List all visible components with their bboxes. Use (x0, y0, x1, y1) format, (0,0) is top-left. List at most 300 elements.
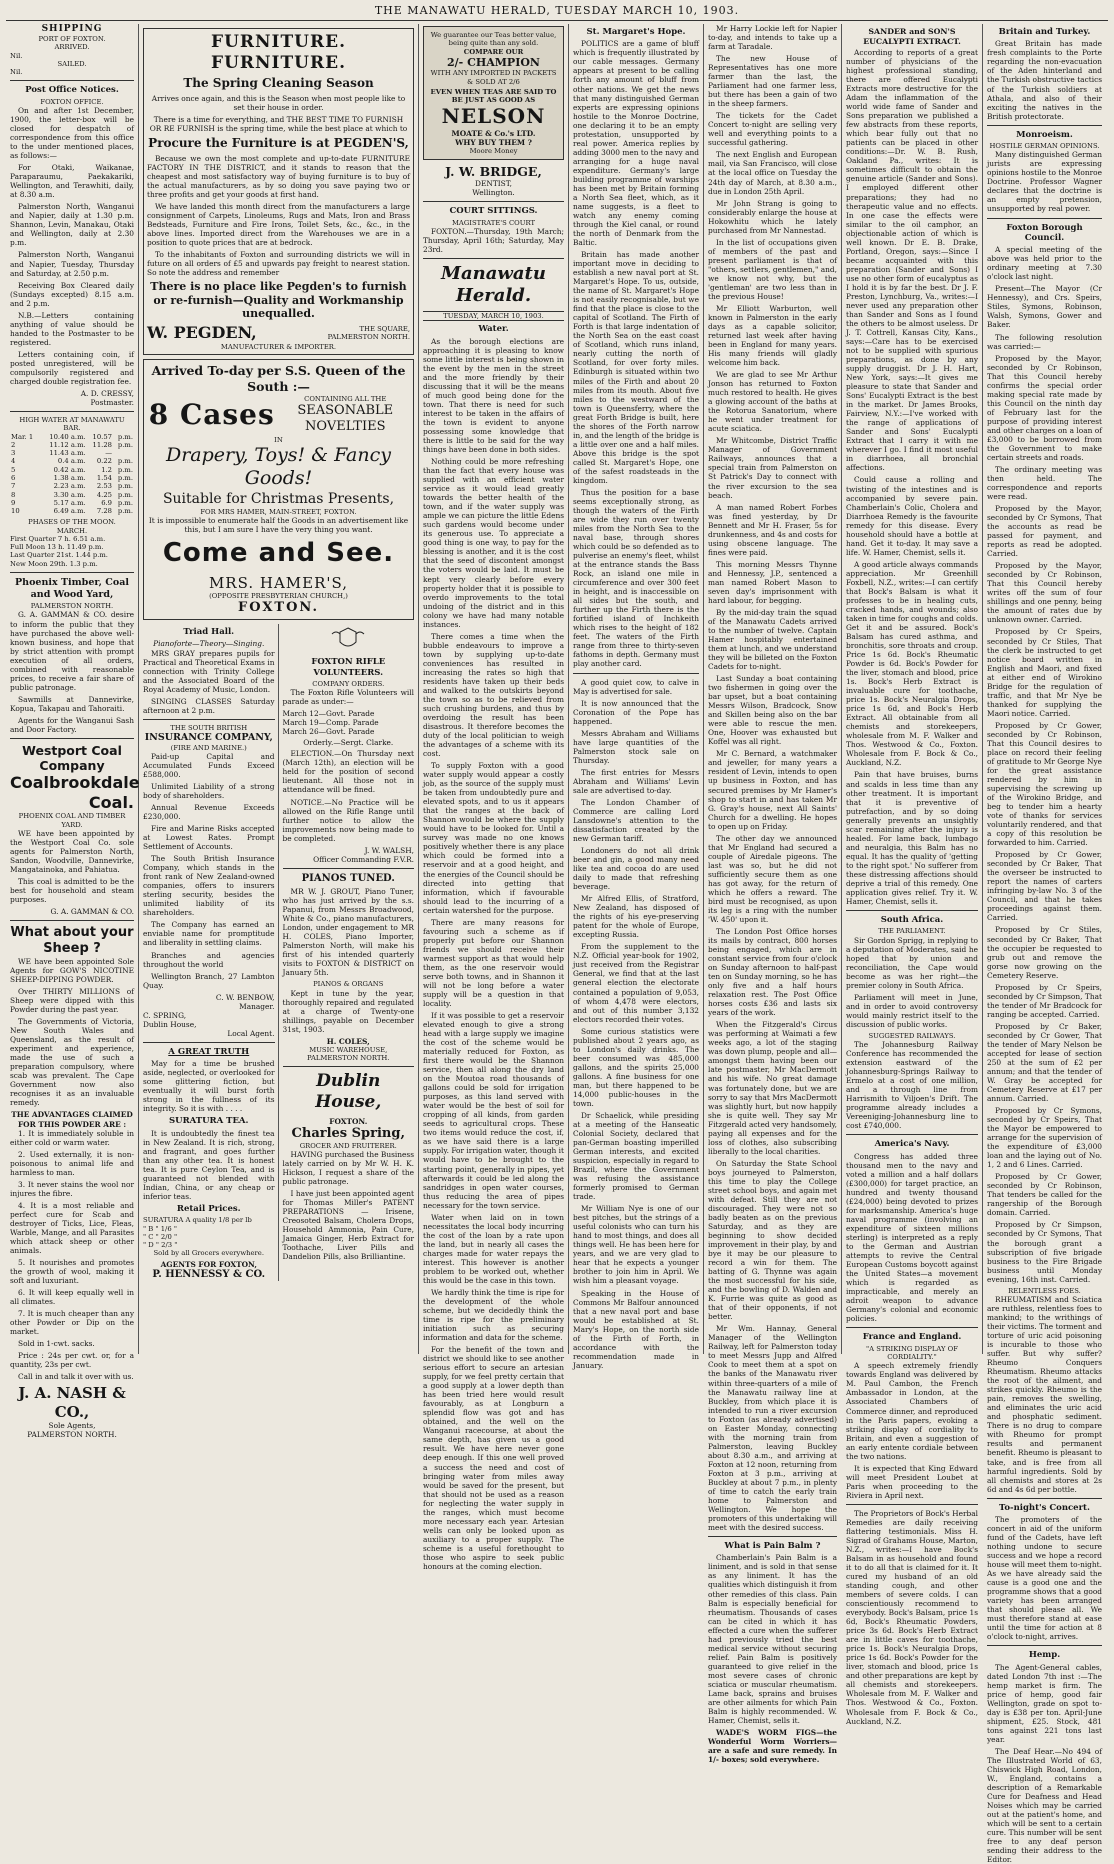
paragraph: Speaking in the House of Commons Mr Balfour announced that a new naval port and base would be established at St. Mary's Hope, on the north side of the Firth of Forth, in accordance with the recommendation made in January. (573, 1288, 699, 1370)
tea-name: NELSON (441, 104, 546, 129)
tide-cell (113, 449, 134, 457)
tide-cell: 6.49 a.m. (53, 507, 86, 516)
westport-title-3: Coal. (88, 792, 134, 812)
tide-cell: 6.9 (101, 498, 112, 507)
furniture-p1: Arrives once again, and this is the Season when most people like to set their house in order. (151, 94, 406, 113)
local-news (708, 24, 837, 1532)
bridge-name: J. W. BRIDGE, (445, 164, 542, 180)
rifles-date: March 26—Govt. Parade (282, 727, 375, 737)
paragraph: 2. Used externally, it is non-poisonous to animal life and harmless to man. (10, 1149, 134, 1177)
rifles-p2: ELECTION.—On Thursday next (March 12th), an election will be held for the position of second lieutenant. All those not in attendance will be fined. (282, 749, 414, 795)
rifles-sub: COMPANY ORDERS. (312, 679, 385, 688)
divider (143, 1042, 275, 1043)
divider (987, 218, 1102, 219)
divider (10, 920, 134, 921)
divider (10, 572, 134, 573)
nash-town: PALMERSTON NORTH. (27, 1429, 117, 1439)
hamer-cases-text (281, 395, 411, 435)
insurance-sig-2-addr: Dublin House, (143, 1019, 197, 1029)
truth-p1: May for a time be brushed aside, neglected, or overlooked for some glittering fiction, but eventually it will burst forth strong in the fullness of its integrity. So it is with . . . . (143, 1059, 275, 1114)
westport-title-2: Coalbrookdale (10, 773, 140, 793)
paragraph: Londoners do not all drink beer and gin, a good many need like tea and cocoa do are used daily to made that refreshing beverage. (573, 846, 699, 892)
pegden-role: MANUFACTURER & IMPORTER. (220, 342, 337, 351)
pianos-sub: PIANOS & ORGANS (313, 980, 384, 989)
paragraph: Dr Schaelick, while presiding at a meeting of the Hanseatic Colonial Society, declared that pan-German boasting imperilled German interests, and excited suspicion, especially in regard to Brazil, where the Government was refusing the assistance formerly promised to German trade. (573, 1110, 699, 1202)
hamer-l1: Arrived To-day per S.S. Queen of the South :— (151, 363, 406, 394)
paragraph: Water when laid on in town necessitates the local body incurring the cost of the loan by a rate upon the land, but in nearly all cases the charges made for water repays the interest. This however is another problem to be worked out, whether this would be the case in this town. (423, 1212, 564, 1285)
paragraph: We are glad to see Mr Arthur Jonson has returned to Foxton much restored to health. He gives a glowing account of the baths at the Rotorua Sanatorium, where he went under treatment for acute sciatica. (708, 370, 837, 434)
hamer-l3: SEASONABLE NOVELTIES (297, 403, 394, 434)
tea-l2: COMPARE OUR (463, 47, 524, 56)
paragraph: There are many reasons for favouring such a scheme as if properly put before our Shannon friends we should receive their warmest support as that would help them, as the one reservoir would serve both towns, and in Shannon it will not be long before a water supply will be a question in that locality. (423, 917, 564, 1008)
triad-p1: MRS GRAY prepares pupils for Practical and Theoretical Exams in connection with Trinity College and the Associated Board of the Royal Academy of Music, London. (143, 648, 275, 694)
paragraph: Britain has made another important move in deciding to establish a new naval port at St. Margaret's Hope. To us, outside, the name of St. Margaret's Hope is not easily recognisable, but we find that the place is close to the capital of Scotland. The Firth of Forth is that large indentation of the North Sea on the east coast of Scotland, which runs inland, nearly cutting the north of Scotland, for over forty miles. Edinburgh is situated within two miles of the Firth and about 20 miles from its mouth. About five miles to the westward of the town is Queensferry, where the great Forth Bridge is built, here the shores of the Forth narrow in, and the length of the bridge is a little over one and a half miles. Above this bridge is the spot called St. Margaret's Hope, one of the safest roadsteads in the kingdom. (573, 250, 699, 485)
hamer-cases: 8 Cases (148, 397, 275, 431)
tea-money: Moore Money (469, 146, 518, 155)
insurance-sig-1: C. W. BENBOW, (215, 992, 275, 1002)
paragraph: On Saturday the State School boys journeyed to Palmerston, this time to play the College street school boys, and again met with defeat. Still they are not discouraged. They were not so badly beaten as on the previous Saturday, and as they are beginning to show decided improvement in their play, by and bye it may be our pleasure to record a win for them. The batting of G. Thynne was again the most successful for his side, and the bowling of D. Walden and K. Furrie was quite as good as that of their opponents, if not better. (708, 1158, 837, 1322)
rifles-date: March 19—Comp. Parade (282, 718, 379, 728)
furniture-title: FURNITURE. FURNITURE. (211, 32, 346, 73)
paragraph: Could cause a rolling and twisting of the intestines and is accompanied by severe pain. Chamberlain's Colic, Cholera and Diarrhoea Remedy is the favourite remedy for this disease. Every household should have a bottle at hand. Get it to-day. It may save a life. W. Hamer, Chemist, sells it. (846, 475, 978, 557)
moon-title: PHASES OF THE MOON. (28, 518, 116, 527)
furniture-procure: Procure the Furniture is at PEGDEN'S, (148, 136, 409, 151)
monroeism-text: Many distinguished German jurists are expressing opinions hostile to the Monroe Doctrine. Professor Wagner declares that the doctrine is an empty pretension, unsupported by real power. (987, 150, 1102, 214)
insurance-p1: Paid-up Capital and Accumulated Funds Exceed £588,000. (143, 751, 275, 779)
paragraph: Proposed by Cr Stiles, seconded by Cr Baker, That the occupier be requested to grub out and remove the gorse now growing on the Cemetery Reserve. (987, 925, 1102, 980)
paragraph: Mr Elliott Warburton, well known in Palmerston in the early days as a capable solicitor, returned last week after having been in England for many years. His many friends will gladly welcome him back. (708, 303, 837, 368)
paragraph: A good quiet cow, to calve in May is advertised for sale. (573, 677, 699, 696)
paragraph: By the mid-day train the squad of the Manawatu Cadets arrived to the number of twelve. Captain Hamer hospitably entertained them at lunch, and we understand they will be billeted on the Foxton Cadets for to-night. (708, 607, 837, 672)
bridge-role: DENTIST, (475, 179, 512, 189)
tide-cell: Mar. 1 (11, 432, 34, 441)
nash-role: Sole Agents, (48, 1420, 96, 1430)
rifles-orderly: Orderly.—Sergt. Clarke. (303, 738, 394, 748)
borough-council-report (987, 245, 1102, 1283)
masthead: THE MANAWATU HERALD, TUESDAY MARCH 10, 1903. (6, 4, 1108, 21)
tide-cell: 11.43 a.m. (49, 449, 86, 458)
nelson-tea-ad (423, 26, 564, 160)
tide-cell: 7 (11, 482, 16, 491)
tea-left: EVEN WHEN TEAS ARE SAID TO BE JUST AS GOOD AS (430, 87, 557, 105)
tide-cell: 3.30 a.m. (53, 490, 86, 499)
tide-cell: 11.28 (92, 440, 112, 449)
paragraph: From the supplement to the N.Z. Official year-book for 1902, just received from the Registrar General, we find that at the last general election the electorate contained a population of 9,053, of whom 4,478 were electors, and out of this number 3,132 electors recorded their votes. (573, 942, 699, 1024)
truth-p3: Sold by all Grocers everywhere. (153, 1249, 264, 1258)
price-row: SURATURA A quality 1/8 per lb (143, 1216, 252, 1225)
rifles-sig: J. W. WALSH, (364, 845, 414, 855)
price-row: " D " 2/3 " (143, 1241, 178, 1250)
tide-cell: 9 (11, 498, 16, 507)
paragraph: In the list of occupations given of members of the past and present parliament is that of "others, settlers, gentlemen," and, we know not why, but the 'gentleman' are two less than in the previous House! (708, 237, 837, 301)
tea-firm: MOATE & Co.'s LTD. (451, 128, 536, 138)
paragraph: Proposed by the Mayor, seconded by Cr Robinson, That this Council hereby confirms the special order making special rate made by this Council on the ninth day of February last for the purpose of providing interest and other charges on a loan of £3,000 to be borrowed from the Government to make certain streets and roads. (987, 353, 1102, 462)
divider (423, 201, 564, 202)
borough-council-title: Foxton Borough Council. (1006, 222, 1083, 243)
sheep-title: What about your Sheep ? (10, 925, 134, 957)
paragraph: To supply Foxton with a good water supply would appear a costly job, as the source of the supply must be taken from undoubtedly pure and elevated spots, and to us it appears that the ranges at the back of Shannon would be where the supply would have to be looked for. Until a survey was made no one knows positively whether there is any place which could be formed into a reservoir and at a good height, and the energies of the Council should be directed into getting that information, which if favourable should lead to the incurring of a certain watershed for the purpose. (423, 761, 564, 915)
paragraph: Present—The Mayor (Cr Hennessy), and Crs. Speirs, Stiles, Symons, Robinson, Walsh, Symons, Gower and Baker. (987, 284, 1102, 330)
paragraph: Proposed by Cr Symons, seconded by Cr Speirs, That the Mayor be empowered to arrange for the supervision of the expenditure of £3,000 loan and the laying out of No. 1, 2 and 6 Lines. Carried. (987, 1106, 1102, 1170)
paragraph: A special meeting of the above was held prior to the ordinary meeting at 7.30 o'clock last night. (987, 245, 1102, 282)
col2-right (283, 624, 415, 1281)
dublin-title: Dublin House, (315, 1071, 382, 1112)
post-p2: For Otaki, Waikanae, Paraparaumu, Paekakariki, Wellington, and Terawhiti, daily, at 8.30 a.m. (10, 163, 134, 200)
tide-cell: — (105, 449, 112, 458)
tide-row (10, 433, 134, 441)
col2-split (143, 624, 414, 1281)
paragraph: Mr C. Bernard, a watchmaker and jeweller, for many years a resident of Levin, intends to open up business in Foxton, and has secured premises by Mr Hamer's shop to start in and has taken Mr G. Gray's house, next All Saints' Church for a dwelling. He hopes to open up on Friday. (708, 749, 837, 831)
france-england-sub: "A STRIKING DISPLAY OF CORDIALITY." (866, 1344, 958, 1362)
retail-title: Retail Prices. (176, 1203, 241, 1214)
sheep-adv-title: THE ADVANTAGES CLAIMED FOR THIS POWDER ARE : (11, 1110, 133, 1129)
monroeism-sub: HOSTILE GERMAN OPINIONS. (989, 142, 1100, 150)
herald-title: Manawatu Herald. (441, 263, 546, 307)
post-sub: FOXTON OFFICE. (40, 97, 104, 106)
phoenix-p3: Agents for the Wanganui Sash and Door Factory. (10, 715, 134, 734)
column-5 (704, 24, 842, 1765)
paragraph: According to reports of a great number of physicians of the highest professional standing, there are offered Eucalypti Extracts more destructive for the Adam the inflammation of the world wide fame of Sander and Sons preparation we published a few abstracts from these reports, which bear fully out that no patients can be placed in other conditions:—Dr. W. B. Rush, Oakland Pa., writes: It is sometimes difficult to obtain the genuine article (Sander and Sons). I employed different other preparations; they had no therapeutic value and no effects. In one case the effects were similar to the oil camphor, an objectionable action of which is well known. Dr E. B. Drake, Portland, Oregon, says:—Since I became acquainted with this preparation (Sander and Sons) I use no other form of eucalyptus as I hold it is by far the best. Dr J. F. Preston, Lynchburg, Va., writes:—I never used any preparation other than Sander and Sons as I found the others to be almost useless. Dr J. T. Cottrell, Kansas City, Kans., says:—Care has to be exercised not to be supplied with spurious preparations, as done by any supply druggist. Dr J. H. Hart, New York, says:—It gives me pleasure to state that Sander and Sons' Eucalypti Extract is the best in the market. Dr James Brooks, Fairview, N.Y.:—I've worked with the range of applications of Sander and Sons' Eucalypti Extract that I carry it with me wherever I go. I find it most useful in diarrhoea, all bronchial affections. (846, 48, 978, 473)
navy-title: America's Navy. (874, 1139, 950, 1150)
sa-p3: The Johannesburg Railway Conference has recommended the extension eastward of the Johannesburg-Springs Railway to Ermelo at a cost of one million, and a through line from Harrismith to Viljoen's Drift. The programme already includes a Vereeniging-Johannesburg line to cost £740,000. (846, 1040, 978, 1131)
tide-cell: 2.23 a.m. (53, 482, 86, 491)
paragraph: Mr William Nye is one of our best pitches, but the strings of a useful colonists who can turn his hand to most things, and does all things well. He has been here for years, and we are very glad to hear that he expects a younger brother to join him in April. We wish him a pleasant voyage. (573, 1204, 699, 1286)
triad-sub: Pianoforte—Theory—Singing. (153, 639, 265, 649)
tide-cell: p.m. (117, 498, 133, 507)
tide-row (10, 507, 134, 515)
shipping-arrived: ARRIVED. (54, 43, 90, 52)
pain-balm-text: Chamberlain's Pain Balm is a liniment, and is sold in that sense as any liniment. It has the qualities which distinguish it from other remedies of this class. Pain Balm is especially beneficial for rheumatism. Thousands of cases can be cited in which it has effected a cure when the sufferer had previously tried the best medical service without securing relief. Pain Balm is positively guaranteed to give relief in the most severe cases of chronic sciatica or muscular rheumatism. Lame back, sprains and bruises are other ailments for which Pain Balm is highly recommended. W. Hamer, Chemist, sells it. (708, 1553, 837, 1725)
hamer-name: MRS. HAMER'S, (208, 573, 349, 592)
insurance-title-2: INSURANCE COMPANY, (144, 732, 273, 744)
france-england-title: France and England. (862, 1332, 962, 1343)
hamer-ad (143, 359, 414, 620)
tide-cell: 11.12 a.m. (49, 440, 86, 449)
phoenix-p1: G. A. GAMMAN & CO. desire to inform the public that they have purchased the above well-known business, and hope that by strict attention with prompt execution of all orders, combined with reasonable prices, to receive a fair share of public patronage. (10, 610, 134, 692)
rifles-sig-role: Officer Commanding F.V.R. (313, 854, 414, 864)
shipping-title: SHIPPING (41, 24, 103, 34)
pianos-sig-2: MUSIC WAREHOUSE, (309, 1045, 388, 1054)
tides-title: HIGH WATER AT MANAWATU BAR. (19, 415, 125, 433)
herald-date: TUESDAY, MARCH 10, 1903. (423, 311, 564, 321)
moon-phase: Last Quarter 21st. 1.44 p.m. (10, 551, 108, 560)
post-title: Post Office Notices. (25, 85, 119, 96)
france-england-p1: A speech extremely friendly towards England was delivered by M. Paul Cambon, the French Ambassador in London, at the Associated Chambers of Commerce dinner, and reproduced in the Paris papers, evoking a striking display of cordiality to Britain, and even a suggestion of an early entente cordiale between the two nations. (846, 1361, 978, 1461)
divider (846, 1504, 978, 1505)
column-1 (6, 24, 140, 1439)
sheep-p3: The Governments of Victoria, New South Wales and Queensland, as the result of experiment and experience, made the use of such a preparation compulsory, where scab was prevalent. The Cape Government now also recognises it as an invaluable remedy. (10, 1017, 134, 1108)
sheep-p2: Over THIRTY MILLIONS of Sheep were dipped with this Powder during the past year. (10, 987, 134, 1015)
paragraph: Pain that have bruises, burns and scalds in less time than any other treatment. It is important that it is preventive of putrefaction, and by so doing generally prevents an unsightly scar remaining after the injury is healed. For lame back, lumbago and neuralgia, this Balm has no equal. It has the quality of 'getting to the right spot.' No sufferer from these distressing affections should deprive a trial of this remedy. One application gives relief. Try it. W. Hamer, Chemist, sells it. (846, 770, 978, 906)
tide-cell: 10.40 a.m. (49, 432, 86, 441)
hamer-opp: (OPPOSITE PRESBYTERIAN CHURCH,) (209, 591, 348, 600)
paragraph: This morning Messrs Thynne and Hennessy, J.P., sentenced a man named Robert Mason to seven day's imprisonment with hard labour, for begging. (708, 559, 837, 605)
sheep-p6: Call in and talk it over with us. (18, 1372, 134, 1382)
tea-l3: 2/- CHAMPION (447, 55, 540, 69)
col2-left (143, 624, 279, 1281)
furniture-p4: We have landed this month direct from the manufacturers a large consignment of Carpets, Linoleums, Rugs and Mats, Iron and Brass Bedsteads, Furniture and Fire Irons, Toilet Sets, &c., &c., in the above lines. Imported direct from the Warehouses we are in a position to quote prices that are at bedrock. (147, 202, 410, 248)
furniture-ad (143, 28, 414, 355)
triad-title: Triad Hall. (183, 627, 235, 638)
divider (987, 1645, 1102, 1646)
tide-row (10, 491, 134, 499)
paragraph: Nothing could be more refreshing than the fact that every house was supplied with an efficient water service as it would lead greatly towards the better health of the town, and if the water supply was ample we can picture the little Edens such gardens would become under its generous use. To appreciate a good thing is one way, to pay for the blessing is another, and it is the cost that the seed of discontent amongst the voters would be laid. It must be kept very clearly before every property holder that it is possible to overdo improvements to the total undoing of the district and in this colony we have had many notable instances. (423, 457, 564, 629)
rheumatism-text: RHEUMATISM and Sciatica are ruthless, relentless foes to mankind; to the writhings of their victims. The torment and torture of uric acid poisoning is incurable to those who suffer. But why suffer? Rheumo Conquers Rheumatism. Rheumo attacks the root of the ailment, and strikes quickly. Rheumo is the pain, removes the swelling, and eliminates the uric acid and phosphatic sediment. There is no drug to compare with Rheumo for prompt results and permanent benefit. Rheumo is pleasant to take, and is free from all harmful ingredients. Sold by all chemists and stores at 2s 6d and 4s 6d per bottle. (987, 1294, 1102, 1494)
post-p3: Palmerston North, Wanganui and Napier, daily at 1.30 p.m. Shannon, Levin, Manakau, Otaki and Wellington, daily at 2.30 p.m. (10, 202, 134, 248)
insurance-sig-2: C. SPRING, (143, 1010, 187, 1020)
tide-cell: p.m. (117, 490, 133, 499)
westport-p2: This coal is admitted to be the best for household and steam purposes. (10, 877, 134, 905)
tea-l1: We guarantee our Teas better value, being quite than any sold. (430, 31, 557, 48)
paragraph: Messrs Abraham and Williams have large quantities of the Palmerston stock sale on Thursday. (573, 728, 699, 765)
moon-phase: First Quarter 7 h. 6.51 a.m. (10, 534, 106, 543)
bridge-town: Wellington. (472, 188, 515, 198)
shipping-nil-2: Nil. (10, 68, 23, 77)
paragraph: Mr Whitcombe, District Traffic Manager of Government Railways, announces that a special train from Palmerston on St Patrick's Day to connect with the river excursion to the sea beach. (708, 436, 837, 500)
triad-p2: SINGING CLASSES Saturday afternoon at 2 p.m. (143, 696, 275, 715)
margaret-title: St. Margaret's Hope. (586, 27, 686, 37)
furniture-p2: There is a time for everything, and THE BEST TIME TO FURNISH OR RE FURNISH is the spring time, while the best place at which to (149, 115, 408, 134)
insurance-title-3: (FIRE AND MARINE.) (170, 743, 247, 752)
column-3 (419, 24, 569, 1571)
tide-row (10, 474, 134, 482)
tide-cell: 2.53 (96, 482, 112, 491)
divider (846, 1134, 978, 1135)
tide-row (10, 482, 134, 490)
sander-title: SANDER and SON'S EUCALYPTI EXTRACT. (863, 27, 961, 46)
paragraph: The ordinary meeting was then held. The correspondence and reports were read. (987, 464, 1102, 502)
paragraph: Last Sunday a boat containing two fishermen in going over the bar upset, but a boat containing Messrs Wilson, Bradcock, Snow and Skillen being also on the bar were able to rescue the men. One, Hoover was exhausted but Koffel was all right. (708, 674, 837, 747)
tide-cell: 3 (11, 449, 16, 458)
tide-cell: 0.22 (96, 457, 112, 466)
pianos-p2: Kept in tune by the year, thoroughly repaired and regulated at a charge of Twenty-one shillings, payable on December 31st, 1903. (282, 988, 414, 1034)
rifles-p1: The Foxton Rifle Volunteers will parade as under:— (282, 688, 414, 707)
paragraph: Some curious statistics were published about 2 years ago, as to London's daily drinks. The beer consumed was 485,000 gallons, and the spirits 25,000 gallons. A fine business for one man, but there happened to be 14,000 public-houses in the town. (573, 1026, 699, 1108)
insurance-p2: Unlimited Liability of a strong body of shareholders. (143, 781, 275, 800)
insurance-sig-2-role: Local Agent. (227, 1028, 275, 1038)
insurance-p7: Branches and agencies throughout the world (143, 950, 275, 969)
tide-cell: p.m. (117, 440, 133, 449)
truth-p2: It is undoubtedly the finest tea in New Zealand. It is rich, strong, and fragrant, and goes further than any other tea. It is honest tea. It is pure Ceylon Tea, and is guaranteed not blended with Indian, China, or any cheap or inferior teas. (143, 1128, 275, 1201)
tide-cell: 10.57 (92, 432, 112, 441)
phoenix-town: PALMERSTON NORTH. (30, 602, 114, 611)
paragraph: The London Post Office horses its mails by contract, 800 horses being engaged, which are in constant service from four o'clock on Sunday afternoon to half-past ten on Sunday morning, so he has only five and a half hours relaxation rest. The Post Office horses costs £36 and lasts six years of the work. (708, 926, 837, 1018)
tide-cell: 1.54 (96, 473, 112, 482)
sheep-p4: Sold in 1-cwt. sacks. (18, 1339, 95, 1349)
paragraph: Thus the position for a base seems exceptionally strong, as though the waters of the Firth are wide they run over twenty miles from the North Sea to the naval base, through shores which could be so defended as to pulverise an enemy's fleet, whilst at the entrance stands the Bass Rock, an island one mile in circumference and over 300 feet in height, and is inaccessible on all sides but the south, and further up the Firth there is the fortified island of Inchkeith which rises to the height of 182 feet. The waters of the Firth range from three to thirty-seven fathoms in depth. Germany must play another card. (573, 487, 699, 669)
hamer-l5: Drapery, Toys! & Fancy Goods! (165, 444, 391, 490)
hamer-l8: It is impossible to enumerate half the Goods in an advertisement like this, but I am sure I have the very thing you want. (148, 515, 409, 534)
truth-title: A GREAT TRUTH (168, 1046, 250, 1057)
sheep-advantages (10, 1129, 134, 1337)
divider (846, 910, 978, 911)
insurance-title-1: THE SOUTH BRITISH (170, 723, 248, 732)
price-row: " B " 1/6 " (143, 1224, 177, 1233)
tide-cell: p.m. (117, 507, 133, 516)
paragraph: There comes a time when the bubble endeavours to improve a town by supplying up-to-date conveniences has resulted in increasing the rates so high that residents have taken up their beds and walked to the outskirts beyond the town so as to be relieved from such crushing burdens, and thus by overdoing the result has been disastrous. It therefore becomes the duty of the local politician to weigh the advantages of a scheme with its cost. (423, 631, 564, 759)
tides-table (10, 433, 134, 516)
paragraph: Proposed by Cr Speirs, seconded by Cr Stiles, That the clerk be instructed to get notice board written in English and Maori, and fixed at either end of Wirokino Bridge for the regulation of traffic, and that Mr Nye be thanked for supplying the Maori notice. Carried. (987, 627, 1102, 718)
tide-cell: p.m. (117, 482, 133, 491)
divider (283, 868, 415, 869)
nash-firm: J. A. NASH & CO., (18, 1384, 126, 1421)
paragraph: 1. It is immediately soluble in either cold or warm water. (10, 1128, 134, 1147)
pianos-title: PIANOS TUNED. (301, 872, 395, 884)
pianos-p1: MR W. J. GROUT, Piano Tuner, who has just arrived by the s.s. Papanui, from Messrs Broadwood, White & Co., piano manufacturers, London, under engagement to MR H. COLES, Piano Importer, Palmerston North, will make his first of his intended quarterly visits to FOXTON & DISTRICT on January 5th. (282, 886, 414, 978)
insurance-p6: The Company has earned an enviable name for promptitude and liberality in settling claims. (143, 920, 275, 948)
paragraph: For the benefit of the town and district we should like to see another serious effort to secure an artesian supply, for we feel pretty certain that a good supply at a lower depth than has been tried here would result favourably, as at Longburn a splendid flow was got and has obtained, and the well on the Wanganui racecourse, at about the same depth, has given us a good result. We have here never gone deep enough. If this one well proved a success the need and cost of bringing water from miles away would be saved for the present, but that should not be used as a reason for neglecting the water supply in the ranges, which must become more necessary each year. Artesian wells can only be looked upon as auxiliary to a proper supply. The scheme is a useful forethought to those who aspire to seek public honours at the coming election. (423, 1345, 564, 1571)
pegden-addr-1: THE SQUARE, (359, 324, 410, 333)
tide-row (10, 449, 134, 457)
dublin-trade: GROCER AND FRUITERER. (299, 1141, 397, 1150)
divider (987, 1498, 1102, 1499)
paragraph: Mr Harry Lockie left for Napier to-day, and intends to take up a farm at Taradale. (708, 24, 837, 52)
paragraph: It is now announced that the Coronation of the Pope has happened. (573, 698, 699, 726)
local-news-items (573, 678, 699, 1370)
moon-phase: Full Moon 13 h. 11.49 p.m. (10, 543, 104, 552)
tide-cell: 5 (11, 465, 16, 474)
moon-month: MARCH. (56, 526, 88, 535)
agents-title: AGENTS FOR FOXTON, (160, 1259, 257, 1269)
rifles-title: FOXTON RIFLE VOLUNTEERS. (311, 657, 386, 678)
shipping-nil-1: Nil. (10, 51, 23, 60)
monroeism-title: Monroeism. (1016, 129, 1073, 140)
tide-row (10, 457, 134, 465)
divider (10, 411, 134, 412)
rifles-p3: NOTICE.—No Practice will be allowed on the Rifle Range until further notice to allow the improvements now being made to be completed. (282, 797, 414, 843)
paragraph: The next English and European mail, via San Francisco, will close at the local office on Tuesday the 24th day of March, at 8.30 a.m., due in London 25th April. (708, 150, 837, 196)
hamer-l7: FOR MRS HAMER, MAIN-STREET, FOXTON. (200, 507, 357, 516)
sheep-p1: WE have been appointed Sole Agents for GOW'S NICOTINE SHEEP-DIPPING POWDER. (10, 956, 134, 985)
tide-cell: 5.17 a.m. (53, 498, 86, 507)
tide-cell: 7.28 (96, 507, 112, 516)
post-signature: A. D. CRESSY, (80, 388, 134, 398)
sa-p2: Parliament will meet in June, and in order to avoid controversy would mainly restrict itself to the discussion of public works. (846, 992, 978, 1029)
paragraph: Proposed by Cr Gower, seconded by Cr Robinson, That this Council desires to place on record their feeling of gratitude to Mr George Nye for the great assistance rendered by him in supervising the screwing up of the Wirokino Bridge, and beg to tender him a hearty vote of thanks for services voluntarily rendered, and that a copy of this resolution be forwarded to him. Carried. (987, 720, 1102, 848)
paragraph: Proposed by Cr Speirs, seconded by Cr Simpson, That the tender of Mr Bradcock for ranging be accepted. Carried. (987, 982, 1102, 1019)
tide-cell: 4 (11, 457, 16, 466)
westport-sub: PHOENIX COAL AND TIMBER YARD. (18, 812, 126, 829)
paragraph: A man named Robert Forbes was fined yesterday, by Dr Bennett and Mr H. Fraser, 5s for drunkenness, and 4s and costs for using obscene language. The fines were paid. (708, 502, 837, 557)
water-title: Water. (478, 324, 509, 335)
paragraph: Mr John Strang is going to considerably enlarge the house at Hokowhitu which he lately purchased from Mr Nannestad. (708, 198, 837, 235)
paragraph: The tickets for the Cadet Concert to-night are selling very well and everything points to a successful gathering. (708, 111, 837, 148)
sa-p1: Sir Gordon Sprigg, in replying to a deputation of Moderates, said he hoped that by union and reconciliation, the Cape would become as was her right—the premier colony in South Africa. (846, 935, 978, 990)
tea-l4: WITH ANY IMPORTED IN PACKETS & SOLD AT 2/6 (430, 69, 557, 86)
westport-p1: WE have been appointed by the Westport Coal Co. sole agents for Palmerston North, Sandon, Woodville, Dannevirke, Mangatainoka, and Pahiatua. (10, 828, 134, 875)
rifles-date: March 12—Govt. Parade (282, 709, 375, 719)
dublin-p1: HAVING purchased the Business lately carried on by Mr W. H. K. Hickson, I request a share of the public patronage. (282, 1149, 414, 1186)
paragraph: POLITICS are a game of bluff which is frequently illustrated by our cable messages. Germany appears at present to be calling forth any amount of bluff from other nations. We get the news that many distinguished German experts are expressing opinions hostile to the Monroe Doctrine, one declaring it to be an empty protestation, unsupported by real power. America replies by adding 3000 men to the navy and arranging for a huge naval expenditure. Germany's large building programme of warships has been met by Britain forming a North Sea fleet, which, as it name suggests, is a fleet to watch any enemy coming through the Kiel canal, or round the north of Denmark from the Baltic. (573, 39, 699, 248)
price-row: " C " 2/0 " (143, 1232, 178, 1241)
dublin-name: Charles Spring, (291, 1125, 405, 1141)
hamer-town: FOXTON. (238, 600, 319, 616)
tide-cell: p.m. (117, 465, 133, 474)
phoenix-title: Phoenix Timber, Coal and Wood Yard, (15, 577, 129, 600)
paragraph: If it was possible to get a reservoir elevated enough to give a strong head with a large supply we imagine the cost of the scheme would be materially reduced for Foxton, as first there would be the Shannon service, then all along the dry land on the Moutoa road thousands of gallons could be sold for irrigation purposes, as this land served with water would be the best of soil for cropping of all kinds, from garden seeds to agricultural crops. These two items would reduce the cost, if, as we have said there is a large supply. For irrigation water, though it would have to be brought to the starting point, generally in pipes, yet afterwards it could be led along the sandridges in open water courses, thus reducing the area of pipes necessary for the town service. (423, 1010, 564, 1210)
paragraph: Proposed by Cr Gower, seconded by Cr Robinson, That tenders be called for the rangership of the Borough domain. Carried. (987, 1172, 1102, 1218)
paragraph: When the Fitzgerald's Circus was performing at Waimati a few weeks ago, a lot of the staging was down plump, people and all—amongst them having been our late postmaster, Mr MacDermott and his wife. No great damage was fortunately done, but we are sorry to say that Mrs MacDermott was slightly hurt, but now happily she is quite well. They say Mr Fitzgerald acted very handsomely, paying all expenses and for the loss of clothes, also subscribing liberally to the local charities. (708, 1020, 837, 1156)
paragraph: The new House of Representatives has one more farmer than the last, the Parliament had one farmer less, but there has been a gain of two in the sheep farmers. (708, 54, 837, 109)
paragraph: Proposed by the Mayor, seconded by Cr Robinson, That this Council hereby writes off the sum of four shillings and one penny, being the amount of rates due by unknown owner. Carried. (987, 561, 1102, 625)
court-sub: MAGISTRATE'S COURT (451, 218, 536, 227)
court-p1: FOXTON.—Thursday, 19th March; Thursday, April 16th; Saturday, May 23rd. (423, 227, 564, 255)
tide-cell: 4.25 (96, 490, 112, 499)
sheep-p5: Price : 24s per cwt. or, for a quantity, 23s per cwt. (10, 1351, 134, 1370)
post-p7: Letters containing coin, if posted unregistered, will be compulsorily registered and charged double registration fee. (10, 349, 134, 386)
dublin-town: FOXTON. (329, 1116, 368, 1126)
tide-row (10, 499, 134, 507)
westport-sig: G. A. GAMMAN & CO. (50, 907, 134, 917)
paragraph: Mr Wm. Hannay, General Manager of the Wellington Railway, left for Palmerston today to meet Messrs Jupp and Alfred Cook to meet them at a spot on the banks of the Manawatu river within three-quarters of a mile of the Manawatu railway line at Buckley, from which place it is intended to run a river excursion to Foxton (as already advertised) on Easter Monday, connecting with the morning train from Palmerston, leaving Buckley about 8.30 a.m., and arriving at Foxton at 12 noon, returning from Foxton at 3 p.m., arriving at Buckley at about 7 p.m., in plenty of time to catch the early train home to Palmerston and Wellington. We hope the promoters of this undertaking will meet with the desired success. (708, 1324, 837, 1532)
railways-title: SUGGESTED RAILWAYS. (868, 1031, 956, 1040)
suratura-title: SURATURA TEA. (169, 1116, 249, 1127)
worm-figs-text: WADE'S WORM FIGS—the Wonderful Worm Worriers—are a safe and sure remedy. In 1/- boxes; sold everywhere. (708, 1727, 837, 1765)
herbal-remedies-text: The Proprietors of Bock's Herbal Remedies are daily receiving flattering testimonials. Miss H. Sigrad of Grahams House, Marton, N.Z., writes:—I have Bock's Balsam in as household and found it to do all that is claimed for it. It cured my husband of an old standing cough, and other members of severe colds. I can conscientiously recommend to everybody. Bock's Balsam, price 1s 6d, Bock's Rheumatic Powders, price 3s 6d. Bock's Herb Extract are in little caves for toothache, price 1s. Bock's Neuralgia Drops, price 1s 6d. Bock's Powder for the liver, stomach and blood, price 1s and other preparations are kept by all chemists and storekeepers. Wholesale from M. F. Walker and Thos. Westwood & Co., Foxton. Wholesale from F. Bock & Co., Auckland, N.Z. (846, 1508, 978, 1726)
furniture-p3: Because we own the most complete and up-to-date FURNITURE FACTORY IN THE DISTRICT, and it stands to reason that the cheapest and most satisfactory way of buying furniture is to buy of the actual manufacturers, as by so doing you save paying two or three profits and get your goods at first hand. (147, 153, 410, 199)
shipping-sailed: SAILED. (57, 59, 87, 68)
divider (10, 80, 134, 81)
pain-balm-title: What is Pain Balm ? (724, 1541, 821, 1552)
paragraph: Mr Alfred Ellis, of Stratford, New Zealand, has disposed of the rights of his eye-preserving patent for the whole of Europe, excepting Russia. (573, 894, 699, 940)
divider (987, 125, 1102, 126)
post-signature-role: Postmaster. (90, 397, 134, 407)
paragraph: 3. It never stains the wool nor injures the fibre. (10, 1179, 134, 1198)
paragraph: As the borough elections are approaching it is pleasing to know some little interest is being shown in the event by the men in the street and the more friendly by their discussing that it will be the means of much good being done for the town. That there is need for such interest to be taken in the affairs of the town is evident to anyone possessing some knowledge that there is little to be said for the way things have been done in both sides. (423, 336, 564, 455)
furniture-p5: To the inhabitants of Foxton and surrounding districts we will in future on all orders of £5 and upwards pay freight to nearest station. So note the address and remember (147, 250, 410, 278)
column-7 (983, 24, 1106, 1864)
hamer-cases-row (147, 394, 410, 436)
hamer-come: Come and See. (162, 537, 395, 568)
tide-row (10, 466, 134, 474)
pianos-sig: H. COLES, (326, 1036, 370, 1046)
deaf-hear-text: The Deaf Hear.—No 494 of The Illustrated World of 63, Chiswick High Road, London, W., England, contains a description of a Remarkable Cure for Deafness and Head Noises which may be carried out at the patient's home, and which will be sent to a certain cure. This number will be sent free to any deaf person sending their address to the Editor. (987, 1747, 1102, 1864)
insurance-p4: Fire and Marine Risks accepted at Lowest Rates. Prompt Settlement of Accounts. (143, 824, 275, 852)
pegden-signature (147, 323, 410, 343)
divider (143, 719, 275, 720)
south-africa-title: South Africa. (880, 914, 944, 925)
hamer-l6: Suitable for Christmas Presents, (162, 490, 395, 507)
pegden-name: W. PEGDEN, (147, 323, 257, 343)
paragraph: Proposed by Cr Gower, seconded by Cr Baker, That the overseer be instructed to report the names of carters infringing by-law No. 3 of the Council, and that he takes proceedings against them. Carried. (987, 850, 1102, 923)
paragraph: A good article always commands appreciation. Mr Greenhill Foxbell, N.Z., writes:—I can certify that Bock's Balsam is what it professes to be in healing cuts, cracked hands, and wounds; also taken in time for coughs and colds. Get it and be assured. Bock's Balsam has cured asthma, and bronchitis, sore throats and croup. Price 1s 6d. Bock's Rheumatic Powder is 6d. Bock's Powder for the liver, stomach and blood, price 1s. Bock's Herb Extract is invaluable cure for toothache, price 1s. Bock's Neuralgia Drops, price 1s 6d, and Bock's Herb Extract. All obtainable from all chemists and storekeepers, wholesale from M. F. Walker and Thos. Westwood & Co., Foxton. Wholesale from F. Bock & Co., Auckland, N.Z. (846, 559, 978, 768)
phoenix-p2: Sawmills at Dannevirke, Kopua, Takapau and Tahoraiti. (10, 694, 134, 713)
tide-cell: p.m. (117, 457, 133, 466)
concert-title: To-night's Concert. (999, 1502, 1090, 1513)
columns (6, 24, 1108, 1864)
column-4 (569, 24, 704, 1370)
tide-cell: 2 (11, 440, 16, 449)
parliament-title: THE PARLIAMENT. (878, 927, 946, 936)
column-6 (842, 24, 983, 1726)
insurance-p8: Wellington Branch, 27 Lambton Quay. (143, 971, 275, 990)
pianos-sig-3: PALMERSTON NORTH. (307, 1053, 390, 1062)
paragraph: 4. It is a most reliable and perfect cure for Scab and destroyer of Ticks, Lice, Fleas, Warble, Mange, and all Parasites which attack sheep or other animals. (10, 1200, 134, 1255)
post-p6: N.B.—Letters containing anything of value should be handed to the Postmaster to be registered. (10, 310, 134, 347)
insurance-p3: Annual Revenue Exceeds £230,000. (143, 803, 275, 822)
post-p4: Palmerston North, Wanganui and Napier, Tuesday, Thursday and Saturday, at 2.50 p.m. (10, 250, 134, 278)
divider (708, 1536, 837, 1537)
tide-cell: 0.42 a.m. (53, 465, 86, 474)
divider (283, 1066, 415, 1067)
post-p1: On and after 1st December, 1900, the letter-box will be closed for despatch of correspondence from this office to the under mentioned places, as follows:— (10, 106, 134, 161)
hamer-l4: IN (274, 435, 283, 444)
furniture-sub: The Spring Cleaning Season (183, 76, 374, 91)
paragraph: 6. It will keep equally well in all climates. (10, 1288, 134, 1307)
paragraph: 5. It nourishes and promotes the growth of wool, making it soft and luxuriant. (10, 1257, 134, 1286)
divider (10, 738, 134, 739)
hemp-title: Hemp. (1028, 1650, 1061, 1661)
